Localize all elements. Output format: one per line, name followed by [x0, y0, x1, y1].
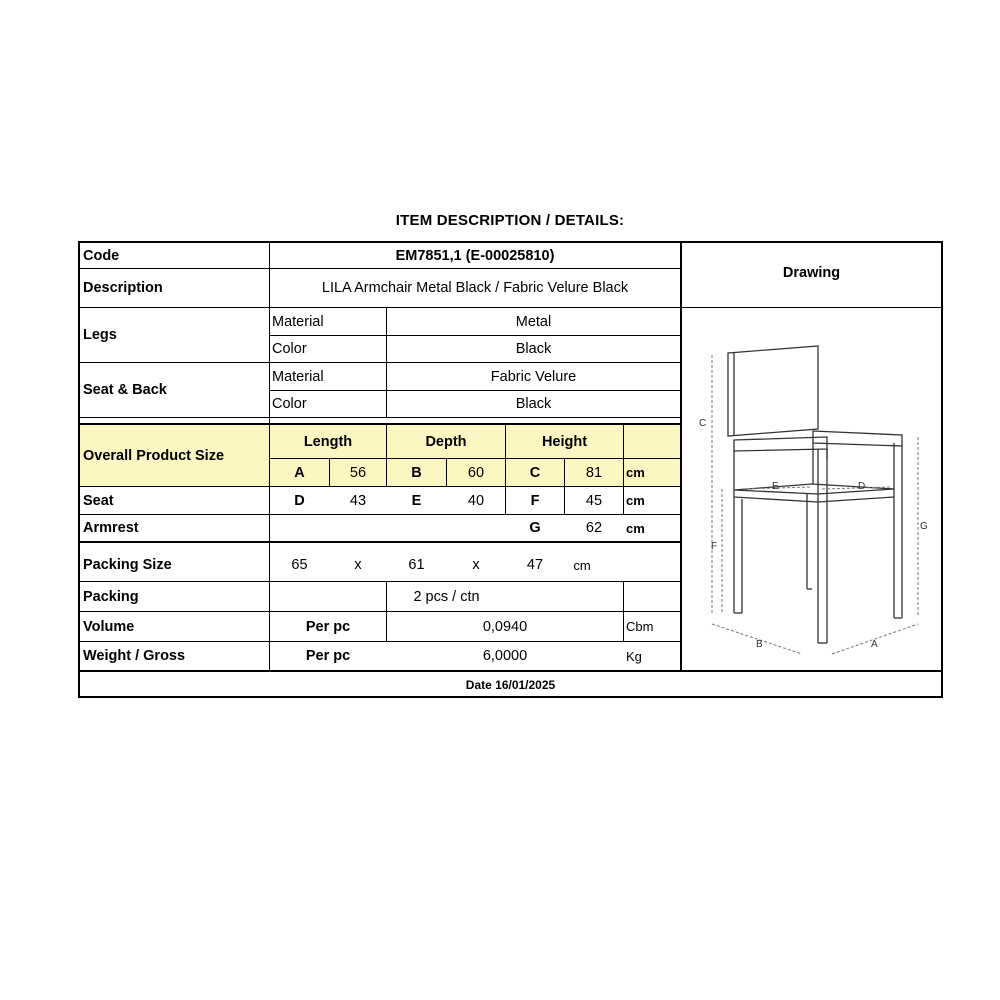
page-title: ITEM DESCRIPTION / DETAILS:	[395, 212, 625, 229]
packing-size-unit: cm	[573, 557, 591, 573]
packing-height: 47	[526, 557, 544, 573]
divider	[80, 417, 681, 418]
volume-label: Volume	[83, 618, 135, 635]
dim-label-b: B	[756, 639, 763, 650]
packing-length: 65	[291, 557, 308, 573]
description-value: LILA Armchair Metal Black / Fabric Velure Black	[321, 280, 629, 296]
dim-label-g: G	[920, 521, 928, 532]
weight-label: Weight / Gross	[83, 648, 186, 664]
seat-label: Seat	[83, 492, 114, 509]
seat-back-material-label: Material	[272, 368, 324, 385]
dim-g-letter: G	[529, 520, 541, 536]
dim-label-f: F	[711, 541, 718, 552]
seat-unit: cm	[626, 493, 645, 508]
packing-value: 2 pcs / ctn	[413, 588, 480, 605]
legs-label: Legs	[83, 327, 117, 343]
divider	[80, 541, 681, 543]
depth-header: Depth	[387, 425, 505, 458]
date-footer: Date 16/01/2025	[465, 677, 556, 692]
dim-b-value: 60	[447, 459, 505, 486]
weight-unit: Kg	[626, 648, 642, 664]
seat-back-color-label: Color	[272, 396, 307, 412]
legs-material-label: Material	[272, 313, 324, 330]
item-details-sheet	[78, 241, 943, 698]
dim-label-a: A	[871, 639, 878, 650]
dim-c-letter: C	[506, 459, 564, 486]
armrest-label: Armrest	[83, 520, 139, 536]
weight-value: 6,0000	[482, 648, 528, 664]
dim-f-letter: F	[530, 492, 540, 509]
dim-c-value: 81	[565, 459, 623, 486]
dim-label-d: D	[858, 481, 866, 492]
legs-color-value: Black	[515, 341, 552, 357]
length-header: Length	[270, 425, 386, 458]
dim-b-letter: B	[387, 459, 446, 486]
drawing-label: Drawing	[782, 265, 841, 281]
dim-g-value: 62	[585, 520, 603, 536]
dim-label-e: E	[772, 481, 779, 492]
packing-size-label: Packing Size	[83, 557, 172, 573]
seat-back-color-value: Black	[515, 396, 552, 412]
dim-e-letter: E	[411, 492, 422, 509]
packing-x-1: x	[354, 557, 362, 573]
dim-a-value: 56	[330, 459, 386, 486]
blank-cell	[624, 425, 680, 458]
weight-per: Per pc	[305, 648, 351, 664]
overall-unit: cm	[624, 459, 680, 486]
dim-a-letter: A	[270, 459, 329, 486]
packing-label: Packing	[83, 588, 139, 605]
volume-value: 0,0940	[482, 618, 528, 635]
code-label: Code	[83, 247, 120, 264]
dim-f-value: 45	[585, 492, 603, 509]
dim-d-value: 43	[349, 492, 367, 509]
volume-per: Per pc	[305, 618, 351, 635]
seat-back-label: Seat & Back	[83, 382, 167, 398]
height-header: Height	[506, 425, 623, 458]
packing-x-2: x	[472, 557, 480, 573]
seat-back-material-value: Fabric Velure	[490, 368, 577, 385]
code-value: EM7851,1 (E-00025810)	[395, 247, 555, 264]
dim-label-c: C	[699, 418, 707, 429]
packing-width: 61	[408, 557, 425, 573]
legs-color-label: Color	[272, 341, 307, 357]
dim-e-value: 40	[467, 492, 485, 509]
legs-material-value: Metal	[515, 313, 552, 330]
armchair-drawing	[682, 309, 941, 670]
description-label: Description	[83, 280, 163, 296]
overall-size-label: Overall Product Size	[80, 425, 269, 486]
dim-d-letter: D	[294, 492, 305, 509]
armrest-unit: cm	[626, 520, 645, 536]
volume-unit: Cbm	[626, 619, 654, 634]
